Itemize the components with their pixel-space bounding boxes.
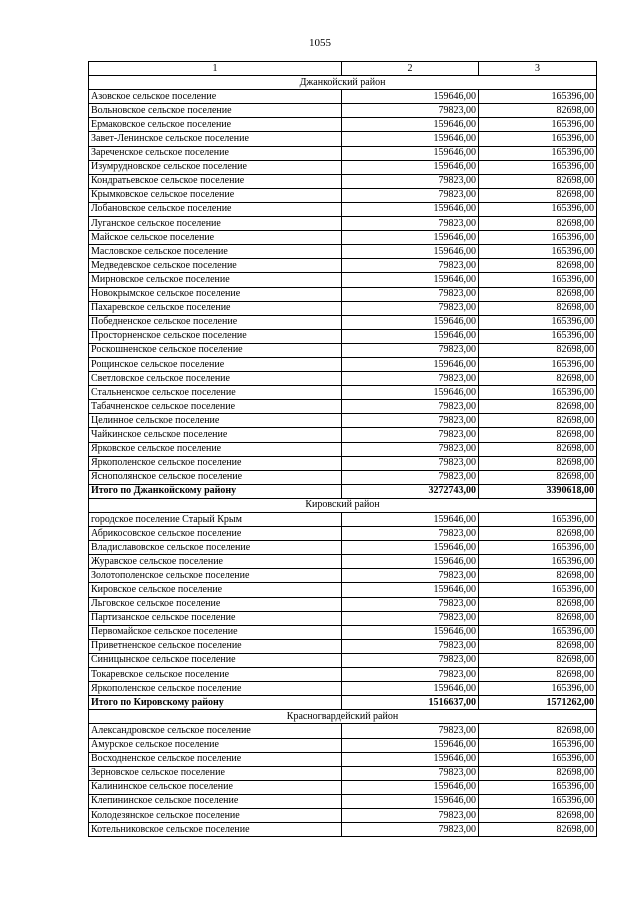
amount-column-2: 79823,00 [342, 188, 479, 202]
table-row [89, 569, 597, 583]
amount-column-3: 165396,00 [479, 752, 597, 766]
total-column-3: 3390618,00 [479, 484, 597, 498]
settlement-name: Крымковское сельское поселение [89, 188, 342, 202]
table-row [89, 611, 597, 625]
table-row [89, 118, 597, 132]
amount-column-3: 165396,00 [479, 231, 597, 245]
amount-column-3: 165396,00 [479, 90, 597, 104]
table-row [89, 386, 597, 400]
table-row [89, 188, 597, 202]
settlement-name: Кировское сельское поселение [89, 583, 342, 597]
amount-column-2: 159646,00 [342, 386, 479, 400]
amount-column-3: 82698,00 [479, 174, 597, 188]
amount-column-2: 159646,00 [342, 555, 479, 569]
settlement-name: Синицынское сельское поселение [89, 653, 342, 667]
total-column-2: 3272743,00 [342, 484, 479, 498]
table-row [89, 639, 597, 653]
table-row [89, 442, 597, 456]
settlement-name: городское поселение Старый Крым [89, 513, 342, 527]
amount-column-3: 165396,00 [479, 780, 597, 794]
settlement-name: Чайкинское сельское поселение [89, 428, 342, 442]
table-row [89, 752, 597, 766]
table-row [89, 357, 597, 371]
amount-column-2: 79823,00 [342, 456, 479, 470]
district-title: Красногвардейский район [89, 710, 597, 724]
settlement-name: Калининское сельское поселение [89, 780, 342, 794]
table-row [89, 146, 597, 160]
amount-column-3: 165396,00 [479, 132, 597, 146]
table-row [89, 513, 597, 527]
table-row [89, 653, 597, 667]
settlement-name: Новокрымское сельское поселение [89, 287, 342, 301]
amount-column-2: 159646,00 [342, 541, 479, 555]
table-row [89, 668, 597, 682]
amount-column-2: 79823,00 [342, 104, 479, 118]
settlement-name: Светловское сельское поселение [89, 372, 342, 386]
amount-column-3: 165396,00 [479, 625, 597, 639]
settlement-name: Луганское сельское поселение [89, 217, 342, 231]
amount-column-2: 79823,00 [342, 569, 479, 583]
table-row [89, 400, 597, 414]
settlement-name: Партизанское сельское поселение [89, 611, 342, 625]
amount-column-2: 159646,00 [342, 752, 479, 766]
settlement-name: Зерновское сельское поселение [89, 766, 342, 780]
table-row [89, 724, 597, 738]
table-row [89, 527, 597, 541]
amount-column-2: 159646,00 [342, 231, 479, 245]
table-row [89, 794, 597, 808]
amount-column-2: 159646,00 [342, 202, 479, 216]
settlement-name: Амурское сельское поселение [89, 738, 342, 752]
amount-column-2: 79823,00 [342, 724, 479, 738]
amount-column-3: 165396,00 [479, 541, 597, 555]
amount-column-3: 165396,00 [479, 315, 597, 329]
settlement-name: Зареченское сельское поселение [89, 146, 342, 160]
table-row [89, 104, 597, 118]
district-total-row [89, 696, 597, 710]
table-row [89, 766, 597, 780]
settlement-name: Азовское сельское поселение [89, 90, 342, 104]
amount-column-2: 159646,00 [342, 146, 479, 160]
amount-column-2: 159646,00 [342, 738, 479, 752]
district-title: Кировский район [89, 498, 597, 512]
table-row [89, 231, 597, 245]
settlement-name: Яркополенское сельское поселение [89, 456, 342, 470]
amount-column-3: 82698,00 [479, 823, 597, 837]
amount-column-3: 82698,00 [479, 569, 597, 583]
table-row [89, 329, 597, 343]
settlement-name: Медведевское сельское поселение [89, 259, 342, 273]
table-row [89, 245, 597, 259]
amount-column-3: 82698,00 [479, 400, 597, 414]
table-row [89, 132, 597, 146]
amount-column-3: 82698,00 [479, 766, 597, 780]
table-row [89, 428, 597, 442]
amount-column-3: 82698,00 [479, 597, 597, 611]
settlement-name: Вольновское сельское поселение [89, 104, 342, 118]
settlement-name: Абрикосовское сельское поселение [89, 527, 342, 541]
amount-column-2: 159646,00 [342, 315, 479, 329]
total-label: Итого по Кировскому району [89, 696, 342, 710]
settlement-name: Майское сельское поселение [89, 231, 342, 245]
settlement-name: Яркополенское сельское поселение [89, 682, 342, 696]
table-row [89, 287, 597, 301]
settlement-name: Мирновское сельское поселение [89, 273, 342, 287]
amount-column-2: 159646,00 [342, 357, 479, 371]
amount-column-3: 82698,00 [479, 414, 597, 428]
settlement-name: Лобановское сельское поселение [89, 202, 342, 216]
table-row [89, 583, 597, 597]
column-number-2: 2 [342, 62, 479, 76]
settlement-name: Александровское сельское поселение [89, 724, 342, 738]
total-column-2: 1516637,00 [342, 696, 479, 710]
amount-column-3: 82698,00 [479, 442, 597, 456]
amount-column-2: 79823,00 [342, 287, 479, 301]
amount-column-3: 82698,00 [479, 259, 597, 273]
amount-column-3: 82698,00 [479, 301, 597, 315]
table-row [89, 414, 597, 428]
amount-column-2: 159646,00 [342, 118, 479, 132]
amount-column-3: 82698,00 [479, 428, 597, 442]
amount-column-2: 79823,00 [342, 400, 479, 414]
table-row [89, 780, 597, 794]
table-row [89, 625, 597, 639]
amount-column-2: 79823,00 [342, 442, 479, 456]
amount-column-3: 82698,00 [479, 287, 597, 301]
amount-column-3: 82698,00 [479, 724, 597, 738]
column-number-row [89, 62, 597, 76]
table-row [89, 90, 597, 104]
amount-column-2: 159646,00 [342, 583, 479, 597]
column-number-3: 3 [479, 62, 597, 76]
amount-column-2: 159646,00 [342, 245, 479, 259]
amount-column-2: 159646,00 [342, 780, 479, 794]
amount-column-2: 159646,00 [342, 625, 479, 639]
table-row [89, 315, 597, 329]
table-row [89, 808, 597, 822]
amount-column-3: 82698,00 [479, 668, 597, 682]
allocation-table [88, 61, 597, 837]
amount-column-2: 159646,00 [342, 513, 479, 527]
district-header-row [89, 76, 597, 90]
amount-column-2: 79823,00 [342, 653, 479, 667]
district-title: Джанкойский район [89, 76, 597, 90]
amount-column-3: 82698,00 [479, 639, 597, 653]
table-row [89, 470, 597, 484]
amount-column-3: 165396,00 [479, 357, 597, 371]
amount-column-3: 165396,00 [479, 245, 597, 259]
table-row [89, 456, 597, 470]
settlement-name: Просторненское сельское поселение [89, 329, 342, 343]
amount-column-3: 82698,00 [479, 470, 597, 484]
amount-column-3: 82698,00 [479, 611, 597, 625]
settlement-name: Яснополянское сельское поселение [89, 470, 342, 484]
amount-column-2: 79823,00 [342, 527, 479, 541]
amount-column-2: 79823,00 [342, 611, 479, 625]
amount-column-3: 165396,00 [479, 555, 597, 569]
table-row [89, 160, 597, 174]
settlement-name: Золотополенское сельское поселение [89, 569, 342, 583]
amount-column-3: 165396,00 [479, 386, 597, 400]
amount-column-2: 79823,00 [342, 174, 479, 188]
settlement-name: Стальненское сельское поселение [89, 386, 342, 400]
amount-column-2: 79823,00 [342, 766, 479, 780]
amount-column-2: 79823,00 [342, 343, 479, 357]
settlement-name: Льговское сельское поселение [89, 597, 342, 611]
amount-column-3: 165396,00 [479, 329, 597, 343]
district-header-row [89, 498, 597, 512]
table-row [89, 738, 597, 752]
table-row [89, 682, 597, 696]
amount-column-2: 79823,00 [342, 823, 479, 837]
amount-column-3: 82698,00 [479, 188, 597, 202]
amount-column-2: 79823,00 [342, 414, 479, 428]
amount-column-2: 159646,00 [342, 329, 479, 343]
amount-column-2: 159646,00 [342, 273, 479, 287]
settlement-name: Первомайское сельское поселение [89, 625, 342, 639]
settlement-name: Рощинское сельское поселение [89, 357, 342, 371]
amount-column-3: 165396,00 [479, 513, 597, 527]
table-row [89, 202, 597, 216]
amount-column-2: 79823,00 [342, 259, 479, 273]
settlement-name: Токаревское сельское поселение [89, 668, 342, 682]
amount-column-3: 165396,00 [479, 583, 597, 597]
amount-column-3: 82698,00 [479, 343, 597, 357]
total-column-3: 1571262,00 [479, 696, 597, 710]
amount-column-2: 159646,00 [342, 794, 479, 808]
amount-column-3: 82698,00 [479, 808, 597, 822]
amount-column-3: 165396,00 [479, 146, 597, 160]
amount-column-3: 82698,00 [479, 217, 597, 231]
settlement-name: Котельниковское сельское поселение [89, 823, 342, 837]
amount-column-3: 165396,00 [479, 273, 597, 287]
amount-column-2: 79823,00 [342, 597, 479, 611]
table-row [89, 259, 597, 273]
table-row [89, 343, 597, 357]
amount-column-2: 159646,00 [342, 682, 479, 696]
amount-column-2: 79823,00 [342, 217, 479, 231]
settlement-name: Кондратьевское сельское поселение [89, 174, 342, 188]
settlement-name: Целинное сельское поселение [89, 414, 342, 428]
amount-column-3: 82698,00 [479, 372, 597, 386]
settlement-name: Пахаревское сельское поселение [89, 301, 342, 315]
amount-column-2: 79823,00 [342, 301, 479, 315]
settlement-name: Ермаковское сельское поселение [89, 118, 342, 132]
total-label: Итого по Джанкойскому району [89, 484, 342, 498]
settlement-name: Завет-Ленинское сельское поселение [89, 132, 342, 146]
settlement-name: Роскошненское сельское поселение [89, 343, 342, 357]
settlement-name: Клепининское сельское поселение [89, 794, 342, 808]
amount-column-3: 82698,00 [479, 456, 597, 470]
settlement-name: Колодезянское сельское поселение [89, 808, 342, 822]
table-row [89, 174, 597, 188]
table-row [89, 217, 597, 231]
amount-column-2: 159646,00 [342, 160, 479, 174]
amount-column-3: 165396,00 [479, 794, 597, 808]
amount-column-3: 82698,00 [479, 104, 597, 118]
amount-column-2: 159646,00 [342, 132, 479, 146]
amount-column-2: 79823,00 [342, 372, 479, 386]
amount-column-2: 159646,00 [342, 90, 479, 104]
settlement-name: Масловское сельское поселение [89, 245, 342, 259]
settlement-name: Приветненское сельское поселение [89, 639, 342, 653]
amount-column-3: 82698,00 [479, 527, 597, 541]
table-row [89, 823, 597, 837]
settlement-name: Ярковское сельское поселение [89, 442, 342, 456]
settlement-name: Восходненское сельское поселение [89, 752, 342, 766]
amount-column-2: 79823,00 [342, 428, 479, 442]
district-header-row [89, 710, 597, 724]
column-number-1: 1 [89, 62, 342, 76]
table-row [89, 372, 597, 386]
table-body [89, 62, 597, 837]
table-row [89, 597, 597, 611]
amount-column-3: 165396,00 [479, 202, 597, 216]
amount-column-2: 79823,00 [342, 808, 479, 822]
settlement-name: Владиславовское сельское поселение [89, 541, 342, 555]
table-row [89, 273, 597, 287]
amount-column-2: 79823,00 [342, 470, 479, 484]
district-total-row [89, 484, 597, 498]
amount-column-3: 165396,00 [479, 738, 597, 752]
amount-column-2: 79823,00 [342, 639, 479, 653]
settlement-name: Изумрудновское сельское поселение [89, 160, 342, 174]
table-row [89, 541, 597, 555]
page-number: 1055 [309, 37, 331, 49]
amount-column-3: 165396,00 [479, 118, 597, 132]
settlement-name: Табачненское сельское поселение [89, 400, 342, 414]
settlement-name: Журавское сельское поселение [89, 555, 342, 569]
amount-column-2: 79823,00 [342, 668, 479, 682]
table-row [89, 555, 597, 569]
amount-column-3: 82698,00 [479, 653, 597, 667]
settlement-name: Победненское сельское поселение [89, 315, 342, 329]
table-row [89, 301, 597, 315]
amount-column-3: 165396,00 [479, 160, 597, 174]
amount-column-3: 165396,00 [479, 682, 597, 696]
